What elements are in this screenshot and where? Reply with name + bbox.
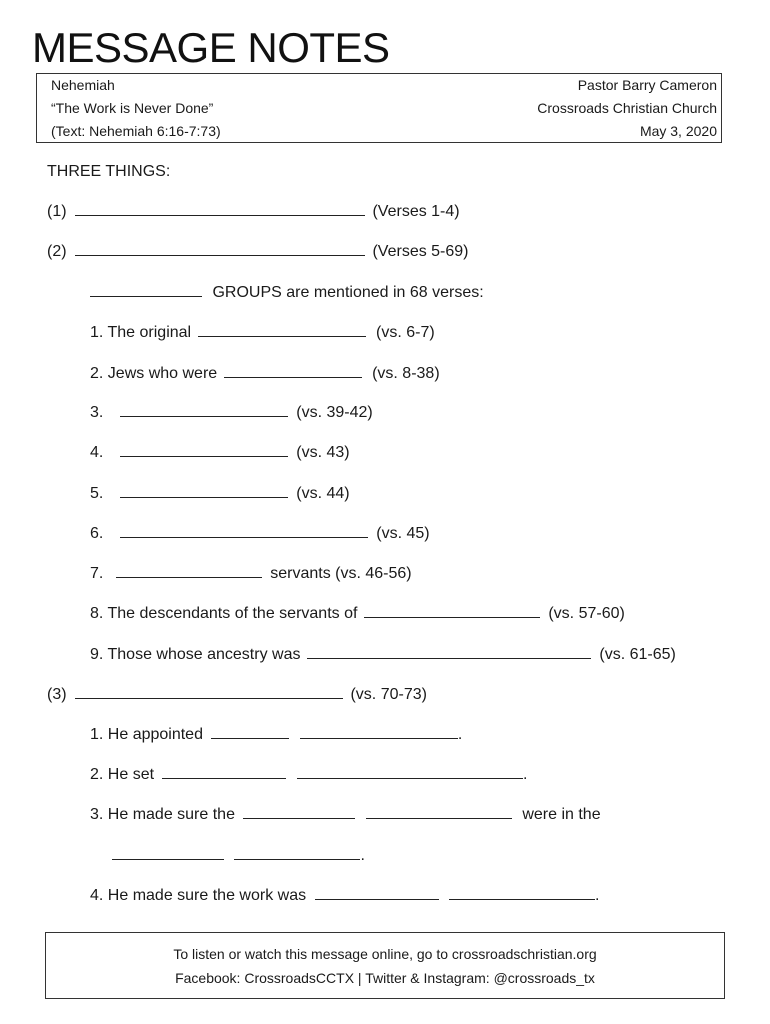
verse-reference: (vs. 8-38)	[372, 365, 440, 382]
verse-reference: (vs. 57-60)	[548, 605, 625, 622]
group-item-5	[90, 483, 350, 505]
verse-reference: (Verses 1-4)	[372, 203, 460, 220]
point-number: (3)	[47, 686, 67, 703]
fill-in-blank[interactable]	[112, 846, 224, 860]
verse-reference: (vs. 6-7)	[376, 324, 435, 341]
header-church: Crossroads Christian Church	[537, 100, 717, 116]
item-text: were in the	[522, 806, 601, 823]
footer-box	[45, 932, 725, 999]
action-item-3	[90, 804, 601, 826]
item-text: 9. Those whose ancestry was	[90, 646, 301, 663]
header-book: Nehemiah	[51, 77, 115, 93]
fill-in-blank[interactable]	[120, 524, 368, 538]
header-date: May 3, 2020	[639, 123, 717, 139]
header-pastor: Pastor Barry Cameron	[577, 77, 717, 93]
group-item-3	[90, 402, 373, 424]
fill-in-blank[interactable]	[297, 765, 523, 779]
fill-in-blank[interactable]	[116, 564, 262, 578]
point-3	[47, 684, 427, 706]
point-1	[47, 201, 460, 223]
point-number: (2)	[47, 243, 67, 260]
header-text-reference: (Text: Nehemiah 6:16-7:73)	[51, 123, 221, 139]
fill-in-blank[interactable]	[449, 886, 595, 900]
item-text: 4. He made sure the work was	[90, 887, 307, 904]
item-text: 6.	[90, 525, 104, 542]
item-punctuation: .	[595, 887, 600, 904]
fill-in-blank[interactable]	[120, 443, 288, 457]
action-item-3-continued	[112, 845, 365, 867]
verse-reference: (vs. 45)	[376, 525, 430, 542]
item-text: 7.	[90, 565, 104, 582]
fill-in-blank[interactable]	[75, 685, 343, 699]
action-item-2	[90, 764, 527, 786]
page-title: MESSAGE NOTES	[32, 24, 390, 71]
fill-in-blank[interactable]	[315, 886, 439, 900]
item-text: 1. The original	[90, 324, 192, 341]
verse-reference: (vs. 39-42)	[296, 404, 373, 421]
fill-in-blank[interactable]	[211, 725, 289, 739]
item-text: 5.	[90, 485, 104, 502]
point-number: (1)	[47, 203, 67, 220]
verse-reference: (vs. 61-65)	[599, 646, 676, 663]
fill-in-blank[interactable]	[75, 202, 365, 216]
item-text: 8. The descendants of the servants of	[90, 605, 358, 622]
item-text: 2. Jews who were	[90, 365, 218, 382]
item-text: 3.	[90, 404, 104, 421]
fill-in-blank[interactable]	[364, 604, 540, 618]
item-text: 1. He appointed	[90, 726, 203, 743]
groups-intro	[90, 282, 484, 304]
verse-reference: servants (vs. 46-56)	[270, 565, 412, 582]
item-punctuation: .	[457, 726, 463, 743]
footer-website-line: To listen or watch this message online, go to crossroadschristian.org	[173, 946, 597, 962]
fill-in-blank[interactable]	[307, 645, 591, 659]
group-item-8	[90, 603, 625, 625]
verse-reference: (vs. 43)	[296, 444, 350, 461]
item-text: 2. He set	[90, 766, 155, 783]
groups-text: GROUPS are mentioned in 68 verses:	[212, 284, 484, 301]
group-item-9	[90, 644, 676, 666]
item-text: 4.	[90, 444, 104, 461]
point-2	[47, 241, 469, 263]
sermon-header-box	[36, 73, 722, 143]
verse-reference: (vs. 44)	[296, 485, 350, 502]
item-text: 3. He made sure the	[90, 806, 235, 823]
group-item-4	[90, 442, 350, 464]
action-item-1	[90, 724, 462, 746]
fill-in-blank[interactable]	[366, 805, 512, 819]
item-punctuation: .	[522, 766, 528, 783]
group-item-7	[90, 563, 412, 585]
group-item-1	[90, 322, 435, 344]
verse-reference: (Verses 5-69)	[372, 243, 469, 260]
fill-in-blank[interactable]	[243, 805, 355, 819]
fill-in-blank[interactable]	[120, 403, 288, 417]
fill-in-blank[interactable]	[75, 242, 365, 256]
group-item-2	[90, 363, 440, 385]
group-item-6	[90, 523, 430, 545]
fill-in-blank[interactable]	[224, 364, 362, 378]
fill-in-blank[interactable]	[234, 846, 360, 860]
section-heading: THREE THINGS:	[47, 163, 171, 180]
fill-in-blank[interactable]	[162, 765, 286, 779]
fill-in-blank[interactable]	[120, 484, 288, 498]
footer-social-line: Facebook: CrossroadsCCTX | Twitter & Instagram: @crossroads_tx	[175, 970, 595, 986]
verse-reference: (vs. 70-73)	[350, 686, 427, 703]
fill-in-blank[interactable]	[300, 725, 458, 739]
fill-in-blank[interactable]	[198, 323, 366, 337]
item-punctuation: .	[360, 847, 365, 864]
action-item-4	[90, 885, 599, 907]
fill-in-blank[interactable]	[90, 283, 202, 297]
header-sermon-title: “The Work is Never Done”	[51, 100, 214, 116]
